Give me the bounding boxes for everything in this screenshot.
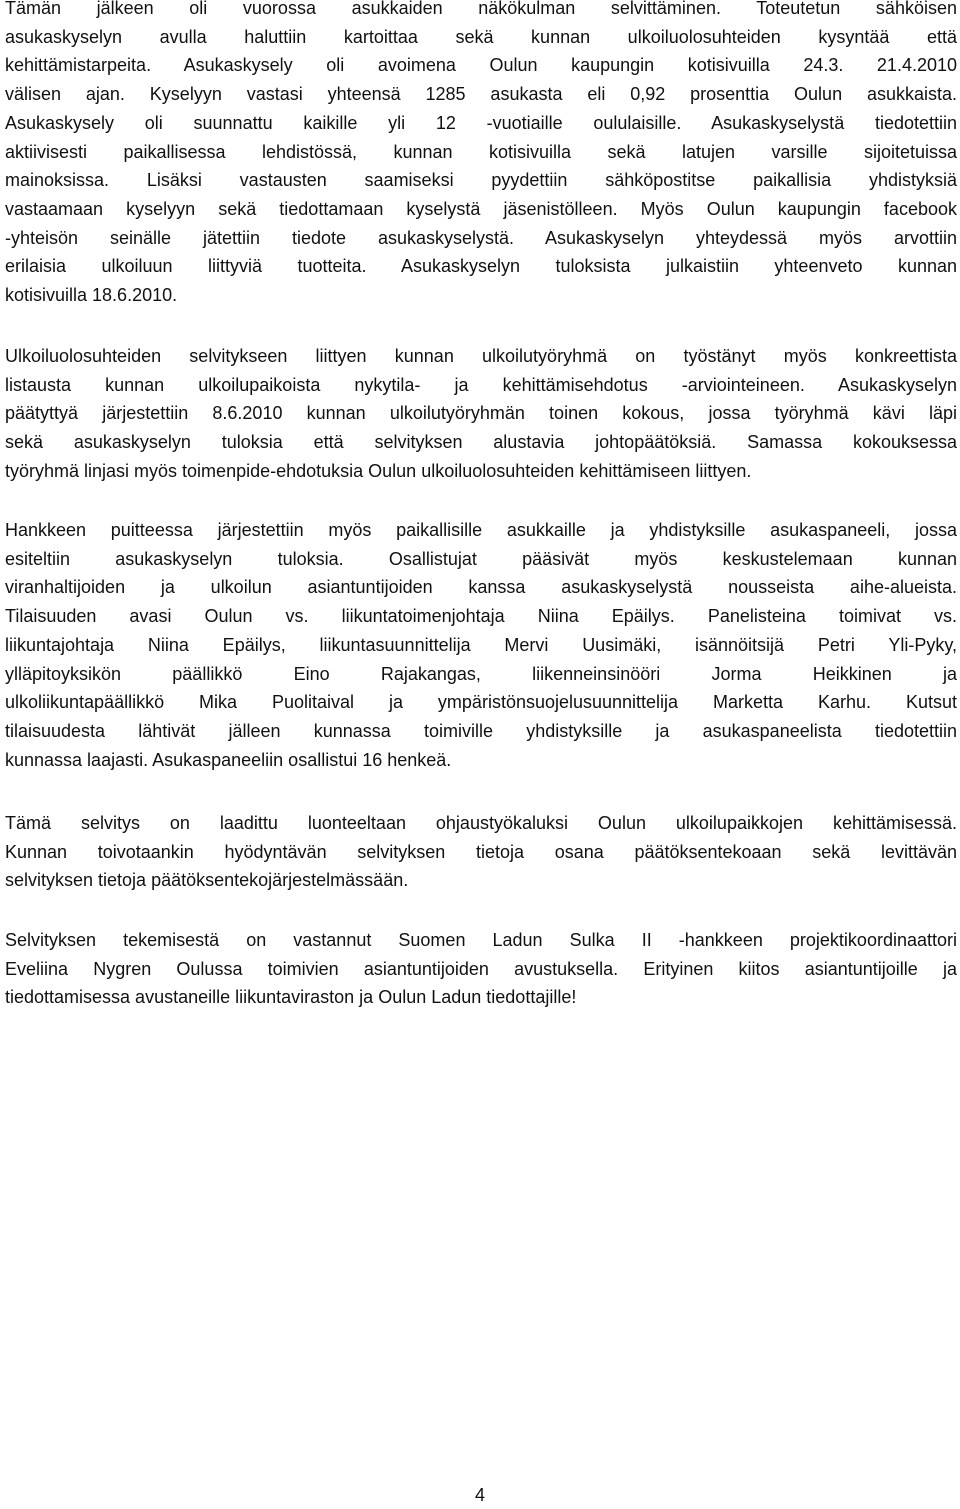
- text-line: Ulkoiluolosuhteiden selvitykseen liittyen kunnan ulkoilutyöryhmä on työstänyt myös konkreettista: [5, 346, 957, 366]
- paragraph-resident-survey: [5, 0, 957, 310]
- text-line: Tämän jälkeen oli vuorossa asukkaiden näkökulman selvittäminen. Toteutetun sähköisen: [5, 0, 957, 18]
- text-line: Tilaisuuden avasi Oulun vs. liikuntatoimenjohtaja Niina Epäilys. Panelisteina toimivat vs.: [5, 606, 957, 627]
- page-number: 4: [474, 1485, 485, 1505]
- text-line: välisen ajan. Kyselyyn vastasi yhteensä 1285 asukasta eli 0,92 prosenttia Oulun asukkaista.: [5, 84, 957, 105]
- text-line: kunnassa laajasti. Asukaspaneeliin osallistui 16 henkeä.: [5, 749, 452, 770]
- text-line: vastaamaan kyselyyn sekä tiedottamaan kyselystä jäsenistölleen. Myös Oulun kaupungin facebook: [5, 198, 957, 219]
- text-line: kotisivuilla 18.6.2010.: [5, 285, 178, 306]
- text-line: Kunnan toivotaankin hyödyntävän selvityksen tietoja osana päätöksentekoaan sekä levittävän: [5, 841, 957, 862]
- text-line: Hankkeen puitteessa järjestettiin myös paikallisille asukkaille ja yhdistyksille asukaspaneeli, jossa: [5, 520, 957, 540]
- text-line: asukaskyselyn avulla haluttiin kartoittaa sekä kunnan ulkoiluolosuhteiden kysyntää että: [5, 26, 957, 47]
- text-line: sekä asukaskyselyn tuloksia että selvityksen alustavia johtopäätöksiä. Samassa kokouksessa: [5, 432, 957, 453]
- text-line: työryhmä linjasi myös toimenpide-ehdotuksia Oulun ulkoiluolosuhteiden kehittämiseen liittyen.: [5, 460, 752, 481]
- text-line: Selvityksen tekemisestä on vastannut Suomen Ladun Sulka II -hankkeen projektikoordinaattori: [5, 930, 957, 950]
- text-line: Eveliina Nygren Oulussa toimivien asiantuntijoiden avustuksella. Erityinen kiitos asiantuntijoille ja: [5, 958, 957, 979]
- text-line: päätyttyä järjestettiin 8.6.2010 kunnan ulkoilutyöryhmän toinen kokous, jossa työryhmä kävi läpi: [5, 403, 957, 424]
- text-line: erilaisia ulkoiluun liittyviä tuotteita. Asukaskyselyn tuloksista julkaistiin yhteenveto kunnan: [5, 256, 957, 277]
- text-line: esiteltiin asukaskyselyn tuloksia. Osallistujat pääsivät myös keskustelemaan kunnan: [5, 548, 957, 569]
- text-line: tiedottamisessa avustaneille liikuntaviraston ja Oulun Ladun tiedottajille!: [5, 987, 577, 1008]
- text-line: tilaisuudesta lähtivät jälleen kunnassa toimiville yhdistyksille ja asukaspaneelista tiedotettiin: [5, 720, 957, 741]
- text-line: viranhaltijoiden ja ulkoilun asiantuntijoiden kanssa asukaskyselystä nousseista aihe-alueista.: [5, 577, 957, 598]
- text-line: Asukaskysely oli suunnattu kaikille yli 12 -vuotiaille oululaisille. Asukaskyselystä tiedotettiin: [5, 112, 957, 133]
- text-line: Tämä selvitys on laadittu luonteeltaan ohjaustyökaluksi Oulun ulkoilupaikkojen kehittämisessä.: [5, 813, 957, 833]
- paragraph-working-group: [5, 342, 957, 486]
- text-line: liikuntajohtaja Niina Epäilys, liikuntasuunnittelija Mervi Uusimäki, isännöitsijä Petri Yli-Pyky,: [5, 634, 957, 655]
- text-line: kehittämistarpeita. Asukaskysely oli avoimena Oulun kaupungin kotisivuilla 24.3. 21.4.2010: [5, 55, 957, 76]
- paragraph-purpose: [5, 809, 957, 895]
- text-line: aktiivisesti paikallisessa lehdistössä, kunnan kotisivuilla sekä latujen varsille sijoitetuissa: [5, 141, 957, 162]
- text-line: selvityksen tietoja päätöksentekojärjestelmässään.: [5, 870, 409, 891]
- paragraph-acknowledgements: [5, 926, 957, 1012]
- text-line: listausta kunnan ulkoilupaikoista nykytila- ja kehittämisehdotus -arviointeineen. Asukaskyselyn: [5, 374, 957, 395]
- text-line: ylläpitoyksikön päällikkö Eino Rajakangas, liikenneinsinööri Jorma Heikkinen ja: [5, 663, 957, 684]
- text-line: ulkoliikuntapäällikkö Mika Puolitaival ja ympäristönsuojelusuunnittelija Marketta Karhu. Kutsut: [5, 692, 957, 713]
- text-line: -yhteisön seinälle jätettiin tiedote asukaskyselystä. Asukaskyselyn yhteydessä myös arvottiin: [5, 227, 957, 248]
- paragraph-resident-panel: [5, 516, 957, 774]
- text-line: mainoksissa. Lisäksi vastausten saamiseksi pyydettiin sähköpostitse paikallisia yhdistyksiä: [5, 170, 957, 191]
